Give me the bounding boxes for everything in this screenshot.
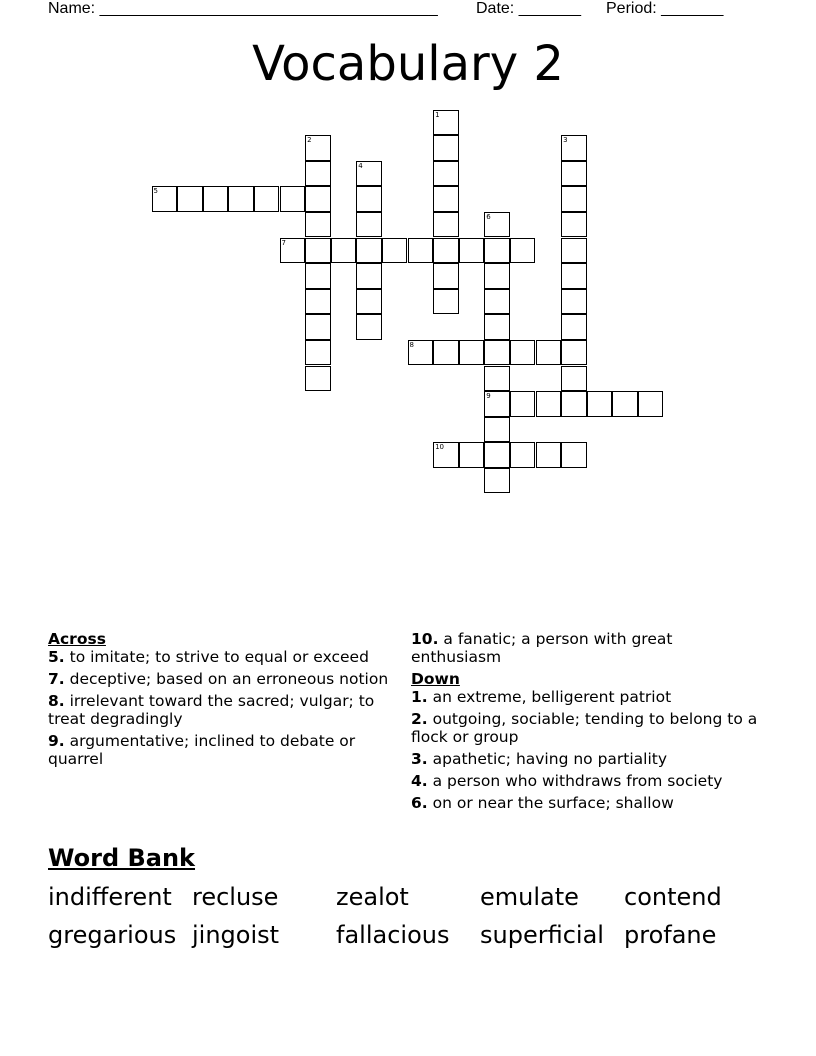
crossword-cell[interactable] <box>305 340 331 366</box>
crossword-cell[interactable] <box>561 161 587 187</box>
crossword-cell[interactable] <box>305 314 331 340</box>
crossword-cell[interactable] <box>433 135 459 161</box>
crossword-cell[interactable] <box>280 238 306 264</box>
crossword-cell[interactable] <box>433 186 459 212</box>
crossword-cell[interactable] <box>510 238 536 264</box>
crossword-cell[interactable] <box>280 186 306 212</box>
word-bank-word: fallacious <box>336 921 450 949</box>
crossword-cell[interactable] <box>356 238 382 264</box>
crossword-cell[interactable] <box>612 391 638 417</box>
crossword-cell[interactable] <box>408 238 434 264</box>
crossword-cell[interactable] <box>152 186 178 212</box>
crossword-cell[interactable] <box>484 263 510 289</box>
crossword-cell[interactable] <box>433 238 459 264</box>
crossword-cell[interactable] <box>484 238 510 264</box>
crossword-cell[interactable] <box>356 314 382 340</box>
crossword-cell[interactable] <box>356 212 382 238</box>
date-field[interactable]: Date: _______ <box>476 0 581 17</box>
crossword-cell[interactable] <box>561 135 587 161</box>
crossword-cell[interactable] <box>510 442 536 468</box>
crossword-cell[interactable] <box>356 289 382 315</box>
crossword-cell[interactable] <box>459 238 485 264</box>
clue-number: 3 <box>563 136 568 145</box>
down-clue-4: 4. a person who withdraws from society <box>411 772 723 790</box>
across-clue-9: 9. argumentative; inclined to debate or quarrel <box>48 732 356 768</box>
crossword-cell[interactable] <box>484 442 510 468</box>
clue-number: 8 <box>409 340 414 349</box>
clues-right-column <box>411 630 767 816</box>
crossword-cell[interactable] <box>561 186 587 212</box>
crossword-cell[interactable] <box>536 442 562 468</box>
across-heading: Across <box>48 630 106 648</box>
word-bank-word: contend <box>624 883 722 911</box>
word-bank-word: superficial <box>480 921 604 949</box>
down-clue-6: 6. on or near the surface; shallow <box>411 794 674 812</box>
crossword-cell[interactable] <box>561 212 587 238</box>
clue-number: 2 <box>307 136 312 145</box>
word-bank-word: indifferent <box>48 883 172 911</box>
down-clue-3: 3. apathetic; having no partiality <box>411 750 668 768</box>
crossword-cell[interactable] <box>459 442 485 468</box>
crossword-cell[interactable] <box>433 263 459 289</box>
crossword-cell[interactable] <box>459 340 485 366</box>
crossword-cell[interactable] <box>510 340 536 366</box>
crossword-cell[interactable] <box>510 391 536 417</box>
crossword-cell[interactable] <box>587 391 613 417</box>
crossword-cell[interactable] <box>484 417 510 443</box>
across-clue-7: 7. deceptive; based on an erroneous notion <box>48 670 389 688</box>
crossword-cell[interactable] <box>331 238 357 264</box>
crossword-cell[interactable] <box>433 161 459 187</box>
crossword-cell[interactable] <box>561 263 587 289</box>
clue-number: 9 <box>486 392 491 401</box>
crossword-cell[interactable] <box>305 263 331 289</box>
crossword-cell[interactable] <box>638 391 664 417</box>
crossword-cell[interactable] <box>484 391 510 417</box>
across-clue-5: 5. to imitate; to strive to equal or exceed <box>48 648 369 666</box>
crossword-cell[interactable] <box>305 238 331 264</box>
crossword-cell[interactable] <box>433 442 459 468</box>
crossword-cell[interactable] <box>561 442 587 468</box>
crossword-cell[interactable] <box>356 263 382 289</box>
across-clue-10: 10. a fanatic; a person with great enthusiasm <box>411 630 673 666</box>
crossword-cell[interactable] <box>536 340 562 366</box>
crossword-cell[interactable] <box>484 340 510 366</box>
crossword-cell[interactable] <box>433 212 459 238</box>
crossword-cell[interactable] <box>561 314 587 340</box>
crossword-cell[interactable] <box>484 289 510 315</box>
crossword-cell[interactable] <box>305 212 331 238</box>
word-bank-word: profane <box>624 921 717 949</box>
crossword-cell[interactable] <box>305 366 331 392</box>
word-bank-word: emulate <box>480 883 579 911</box>
crossword-cell[interactable] <box>305 135 331 161</box>
word-bank-word: zealot <box>336 883 409 911</box>
crossword-cell[interactable] <box>228 186 254 212</box>
word-bank-word: jingoist <box>192 921 280 949</box>
crossword-cell[interactable] <box>536 391 562 417</box>
word-bank-title: Word Bank <box>48 844 196 872</box>
period-field[interactable]: Period: _______ <box>606 0 724 17</box>
crossword-cell[interactable] <box>561 238 587 264</box>
crossword-cell[interactable] <box>484 468 510 494</box>
name-field[interactable]: Name: ______________________________________ <box>48 0 438 17</box>
clue-number: 10 <box>435 443 445 452</box>
across-clue-8: 8. irrelevant toward the sacred; vulgar; to treat degradingly <box>48 692 375 728</box>
clue-number: 6 <box>486 212 491 221</box>
crossword-cell[interactable] <box>484 212 510 238</box>
crossword-cell[interactable] <box>382 238 408 264</box>
crossword-cell[interactable] <box>484 314 510 340</box>
crossword-cell[interactable] <box>177 186 203 212</box>
crossword-cell[interactable] <box>561 340 587 366</box>
clue-number: 1 <box>435 110 440 119</box>
clue-number: 4 <box>358 161 363 170</box>
clue-number: 5 <box>153 187 158 196</box>
crossword-cell[interactable] <box>408 340 434 366</box>
crossword-cell[interactable] <box>305 289 331 315</box>
word-bank-word: gregarious <box>48 921 177 949</box>
clue-number: 7 <box>281 238 286 247</box>
down-clue-2: 2. outgoing, sociable; tending to belong to a flock or group <box>411 710 758 746</box>
page-title: Vocabulary 2 <box>252 36 564 92</box>
crossword-cell[interactable] <box>356 161 382 187</box>
crossword-cell[interactable] <box>561 289 587 315</box>
crossword-cell[interactable] <box>305 161 331 187</box>
crossword-cell[interactable] <box>356 186 382 212</box>
crossword-cell[interactable] <box>561 366 587 392</box>
crossword-cell[interactable] <box>561 391 587 417</box>
crossword-cell[interactable] <box>254 186 280 212</box>
crossword-cell[interactable] <box>433 289 459 315</box>
crossword-cell[interactable] <box>203 186 229 212</box>
crossword-cell[interactable] <box>433 110 459 136</box>
down-heading: Down <box>411 670 460 688</box>
clues-left-column <box>48 630 393 772</box>
crossword-cell[interactable] <box>484 366 510 392</box>
crossword-cell[interactable] <box>433 340 459 366</box>
down-clue-1: 1. an extreme, belligerent patriot <box>411 688 672 706</box>
word-bank-word: recluse <box>192 883 279 911</box>
crossword-cell[interactable] <box>305 186 331 212</box>
crossword-grid <box>0 0 816 520</box>
